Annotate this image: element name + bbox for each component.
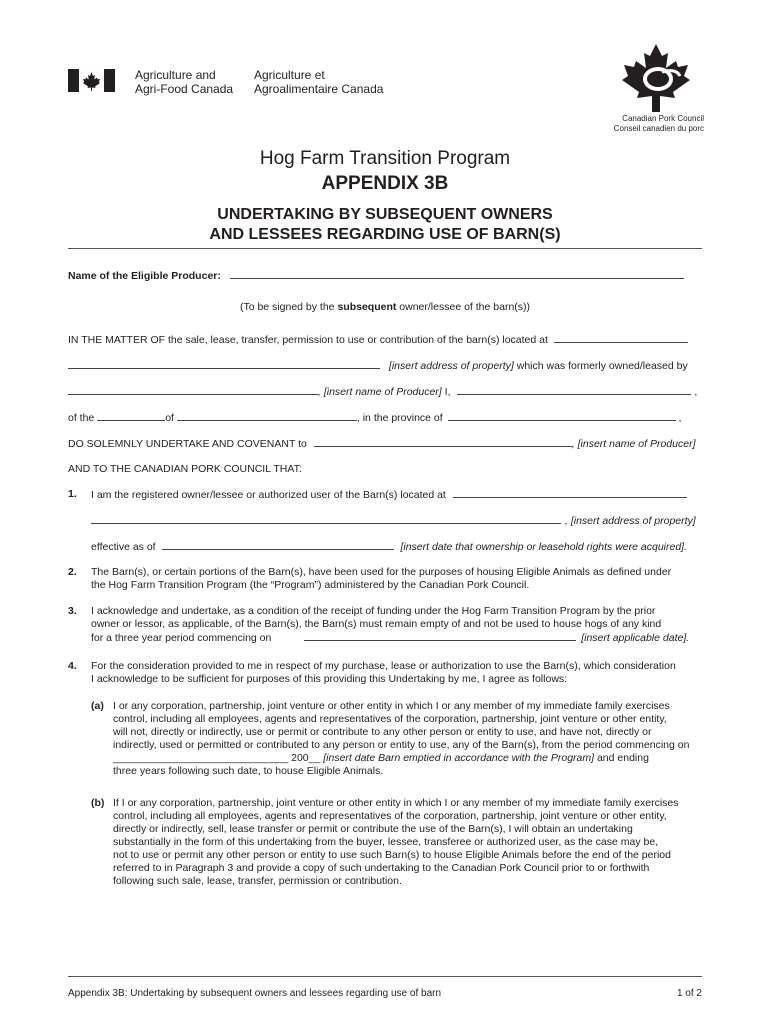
item-number: 4.	[68, 660, 77, 672]
covenant-producer-field[interactable]	[314, 437, 572, 447]
appendix-title: APPENDIX 3B	[321, 173, 449, 194]
item-1-line2: , [insert address of property]	[91, 514, 696, 528]
agency-name-english: Agriculture and Agri-Food Canada	[135, 68, 234, 96]
former-producer-field[interactable]	[68, 385, 318, 395]
item-number: 1.	[68, 488, 77, 500]
item-number: 3.	[68, 605, 77, 617]
canada-flag-icon	[68, 69, 115, 92]
pork-council-maple-leaf-logo	[618, 42, 694, 114]
residence-row: of the of , in the province of ,	[68, 412, 682, 424]
footer-divider	[68, 976, 702, 977]
barn-location-field[interactable]	[554, 333, 688, 343]
commencement-date-field[interactable]	[304, 631, 576, 641]
producer-name-row	[68, 269, 684, 283]
owner-barn-location-field[interactable]	[453, 488, 687, 498]
item-number: 2.	[68, 566, 77, 578]
sub-item-label: (b)	[91, 797, 105, 809]
province-field[interactable]	[448, 411, 676, 421]
owner-property-address-field[interactable]	[91, 514, 561, 524]
item-3-text: I acknowledge and undertake, as a condition of the receipt of funding under the Hog Farm Transition Program by the prior owner or lessor, as applicable, of the Barn(s), the Barn(s) must remain empty of and not be used to house hogs of any kind for a three year period commencing on [insert applicable date].	[91, 605, 690, 644]
item-1-line3: effective as of [insert date that ownership or leasehold rights were acquired].	[91, 541, 688, 553]
municipality-type-field[interactable]	[97, 411, 165, 421]
signer-name-field[interactable]	[457, 385, 691, 395]
producer-name-label: Name of the Eligible Producer:	[68, 270, 221, 282]
sub-item-a-text: I or any corporation, partnership, joint venture or other entity in which I or any member of my immediate family exercises control, including all employees, agents and representatives of the corporation, partnership, joint venture or other entity, will not, directly or indirectly, use or permit or contribute to any other person or entity to use, and have not, directly or indirectly, used or permitted or contributed to any person or entity to use, any of the Barn(s), from the period commencing on ______________________________ 200__ [insert date Barn emptied in accordance with the Program] and ending three years following such date, to house Eligible Animals.	[113, 700, 690, 777]
document-heading: UNDERTAKING BY SUBSEQUENT OWNERS AND LESSEES REGARDING USE OF BARN(S)	[209, 206, 561, 243]
sub-item-label: (a)	[91, 700, 104, 712]
producer-name-field[interactable]	[230, 269, 684, 279]
former-producer-row: , [insert name of Producer] I, ,	[68, 385, 697, 399]
property-address-field[interactable]	[68, 359, 380, 369]
signing-note: (To be signed by the subsequent owner/lessee of the barn(s))	[239, 301, 531, 313]
address-row: [insert address of property] which was formerly owned/leased by	[68, 359, 688, 373]
agency-name-french: Agriculture et Agroalimentaire Canada	[254, 68, 384, 96]
barn-emptied-date-field[interactable]: ______________________________ 200__	[113, 752, 324, 764]
pork-council-name: Canadian Pork Council Conseil canadien du porc	[613, 114, 704, 133]
matter-row: IN THE MATTER OF the sale, lease, transfer, permission to use or contribution of the barn(s) located at	[68, 333, 688, 347]
municipality-name-field[interactable]	[177, 411, 357, 421]
page-number: 1 of 2	[676, 988, 702, 999]
sub-item-b-text: If I or any corporation, partnership, joint venture or other entity in which I or any member of my immediate family exercises control, including all employees, agents and representatives of the corporation, partnership, joint venture or other entity, directly or indirectly, sell, lease transfer or permit or contribute the use of the Barn(s), I will obtain an undertaking substantially in the form of this undertaking from the buyer, lessee, transferee or authorized user, as the case may be, not to use or permit any other person or entity to use such Barn(s) to house Eligible Animals before the end of the period referred to in Paragraph 3 and provide a copy of such undertaking to the Canadian Pork Council prior to or forthwith following such sale, lease, transfer, permission or contribution.	[113, 797, 679, 887]
footer-text: Appendix 3B: Undertaking by subsequent owners and lessees regarding use of barn	[68, 988, 442, 999]
item-1-line1: I am the registered owner/lessee or authorized user of the Barn(s) located at	[91, 488, 687, 502]
program-title: Hog Farm Transition Program	[259, 148, 511, 169]
covenant-row: DO SOLEMNLY UNDERTAKE AND COVENANT to , [insert name of Producer]	[68, 438, 696, 450]
and-to-council: AND TO THE CANADIAN PORK COUNCIL THAT:	[68, 463, 302, 475]
item-4-text: For the consideration provided to me in respect of my purchase, lease or authorization to use the Barn(s), which consideration I acknowledge to be sufficient for purposes of this providing this Undertaking by me, I agree as follows:	[91, 660, 676, 685]
heading-divider	[68, 248, 702, 249]
ownership-date-field[interactable]	[162, 540, 394, 550]
item-2-text: The Barn(s), or certain portions of the Barn(s), have been used for the purposes of housing Eligible Animals as defined under the Hog Farm Transition Program (the “Program”) administered by the Canadian Pork Council.	[91, 566, 672, 591]
